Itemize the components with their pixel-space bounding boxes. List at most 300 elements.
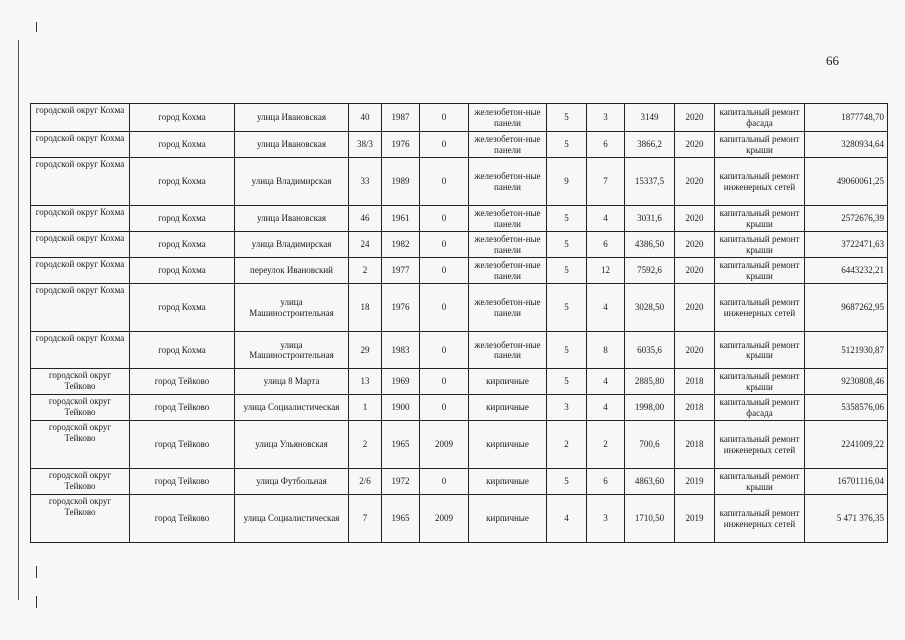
year-built-text: 1987 (391, 112, 410, 123)
area-cell (625, 332, 675, 369)
cost-cell (805, 332, 888, 369)
table-row (31, 132, 888, 158)
year-renov-text: 0 (441, 476, 447, 487)
year-built-cell (382, 206, 420, 232)
cost-text: 1877748,70 (841, 112, 884, 123)
city-cell (130, 158, 235, 206)
entrances-cell (587, 158, 625, 206)
cost-cell (805, 158, 888, 206)
entrances-cell (587, 232, 625, 258)
district-text: городской округ Кохма (35, 333, 125, 343)
year-renovation-cell (420, 495, 469, 543)
work-text: капитальный ремонт инженерных сетей (719, 508, 800, 529)
street-cell (235, 369, 349, 395)
street-text: улица 8 Марта (263, 376, 320, 387)
work-type-cell (715, 132, 805, 158)
year-built-text: 1982 (391, 239, 410, 250)
work-text: капитальный ремонт крыши (719, 208, 800, 229)
floors-text: 4 (564, 513, 569, 524)
year-built-cell (382, 132, 420, 158)
year-built-text: 1961 (391, 213, 410, 224)
street-text: переулок Ивановский (250, 265, 333, 276)
entrances-text: 8 (603, 344, 608, 355)
area-text: 1710,50 (634, 513, 665, 524)
floors-text: 5 (564, 476, 569, 487)
entrances-cell (587, 132, 625, 158)
year-renovation-cell (420, 332, 469, 369)
street-cell (235, 132, 349, 158)
year-renovation-cell (420, 421, 469, 469)
work-type-cell (715, 469, 805, 495)
district-cell (31, 469, 130, 495)
entrances-text: 4 (603, 402, 608, 413)
house-text: 7 (362, 513, 368, 524)
area-cell (625, 495, 675, 543)
year-renovation-cell (420, 158, 469, 206)
area-cell (625, 232, 675, 258)
plan-year-cell (675, 395, 715, 421)
cost-cell (805, 132, 888, 158)
city-text: город Кохма (158, 344, 206, 355)
area-text: 4386,50 (634, 239, 665, 250)
district-text: городской округ Кохма (35, 233, 125, 243)
entrances-cell (587, 395, 625, 421)
city-cell (130, 332, 235, 369)
entrances-text: 6 (603, 139, 608, 150)
table-row (31, 258, 888, 284)
city-cell (130, 395, 235, 421)
plan-year-text: 2020 (685, 139, 704, 150)
street-text: улица Ивановская (257, 112, 326, 123)
table-row (31, 495, 888, 543)
year-built-cell (382, 232, 420, 258)
cost-text: 5358576,06 (841, 402, 884, 413)
house-text: 24 (360, 239, 370, 250)
year-renov-text: 0 (441, 376, 447, 387)
cost-text: 2572676,39 (841, 213, 884, 224)
year-renov-text: 2009 (435, 439, 453, 450)
cost-text: 49060061,25 (836, 176, 884, 187)
area-text: 15337,5 (634, 176, 665, 187)
district-text: городской округ Тейково (48, 470, 112, 491)
house-number-cell (349, 421, 382, 469)
house-number-cell (349, 284, 382, 332)
year-renovation-cell (420, 469, 469, 495)
district-cell (31, 421, 130, 469)
district-cell (31, 258, 130, 284)
city-cell (130, 495, 235, 543)
city-text: город Кохма (158, 239, 206, 250)
plan-year-text: 2018 (685, 439, 704, 450)
work-type-cell (715, 332, 805, 369)
cost-cell (805, 395, 888, 421)
district-text: городской округ Тейково (48, 396, 112, 417)
year-built-cell (382, 369, 420, 395)
street-cell (235, 284, 349, 332)
table-row (31, 206, 888, 232)
wall-material-cell (469, 104, 547, 132)
floors-cell (547, 495, 587, 543)
margin-scan-mark (18, 40, 19, 600)
street-cell (235, 232, 349, 258)
house-number-cell (349, 332, 382, 369)
city-cell (130, 258, 235, 284)
street-text: улица Социалистическая (243, 513, 340, 524)
street-cell (235, 104, 349, 132)
wall-material-cell (469, 495, 547, 543)
city-cell (130, 104, 235, 132)
table-row (31, 469, 888, 495)
floors-text: 9 (564, 176, 569, 187)
cost-cell (805, 104, 888, 132)
plan-year-text: 2020 (685, 112, 704, 123)
work-type-cell (715, 284, 805, 332)
cost-text: 16701116,04 (837, 476, 884, 487)
work-text: капитальный ремонт крыши (719, 234, 800, 255)
cost-text: 5121930,87 (841, 344, 884, 355)
wall-material-cell (469, 206, 547, 232)
cost-text: 3280934,64 (841, 139, 884, 150)
table-row (31, 284, 888, 332)
area-cell (625, 395, 675, 421)
year-built-cell (382, 104, 420, 132)
entrances-text: 3 (603, 112, 608, 123)
area-cell (625, 132, 675, 158)
entrances-cell (587, 206, 625, 232)
year-built-cell (382, 158, 420, 206)
plan-year-text: 2020 (685, 239, 704, 250)
city-text: город Кохма (158, 213, 206, 224)
floors-cell (547, 332, 587, 369)
year-renov-text: 0 (441, 265, 447, 276)
street-text: улица Футбольная (256, 476, 327, 487)
plan-year-text: 2018 (685, 376, 704, 387)
year-renov-text: 0 (441, 239, 447, 250)
district-text: городской округ Кохма (35, 159, 125, 169)
city-text: город Кохма (158, 112, 206, 123)
table-body (31, 104, 888, 543)
entrances-cell (587, 258, 625, 284)
area-cell (625, 284, 675, 332)
house-text: 46 (360, 213, 370, 224)
floors-cell (547, 104, 587, 132)
house-number-cell (349, 469, 382, 495)
walls-text: железобетон-ные панели (474, 134, 541, 155)
work-text: капитальный ремонт крыши (719, 371, 800, 392)
year-renovation-cell (420, 132, 469, 158)
plan-year-text: 2019 (685, 476, 704, 487)
year-built-text: 1965 (391, 513, 410, 524)
cost-text: 6443232,21 (841, 265, 884, 276)
work-type-cell (715, 495, 805, 543)
page-number: 66 (826, 53, 839, 68)
city-text: город Тейково (154, 376, 210, 387)
work-type-cell (715, 206, 805, 232)
entrances-text: 6 (603, 476, 608, 487)
cost-cell (805, 369, 888, 395)
floors-text: 3 (564, 402, 569, 413)
work-type-cell (715, 104, 805, 132)
floors-cell (547, 395, 587, 421)
cost-cell (805, 232, 888, 258)
area-text: 7592,6 (637, 265, 662, 276)
cost-cell (805, 469, 888, 495)
street-text: улица Владимирская (251, 239, 332, 250)
floors-cell (547, 206, 587, 232)
table-row (31, 104, 888, 132)
year-renov-text: 0 (441, 176, 447, 187)
plan-year-cell (675, 206, 715, 232)
work-text: капитальный ремонт крыши (719, 471, 800, 492)
floors-text: 5 (564, 344, 569, 355)
walls-text: железобетон-ные панели (474, 234, 541, 255)
district-text: городской округ Кохма (35, 259, 125, 269)
city-text: город Тейково (154, 476, 210, 487)
year-renov-text: 0 (441, 139, 447, 150)
walls-text: железобетон-ные панели (474, 171, 541, 192)
year-renovation-cell (420, 232, 469, 258)
work-text: капитальный ремонт крыши (719, 339, 800, 360)
year-built-text: 1969 (391, 376, 410, 387)
district-cell (31, 232, 130, 258)
floors-cell (547, 284, 587, 332)
year-built-text: 1976 (391, 302, 410, 313)
work-type-cell (715, 232, 805, 258)
area-text: 3866,2 (637, 139, 662, 150)
house-text: 13 (360, 376, 370, 387)
district-text: городской округ Кохма (35, 133, 125, 143)
area-text: 6035,6 (637, 344, 662, 355)
table-row (31, 395, 888, 421)
wall-material-cell (469, 332, 547, 369)
walls-text: железобетон-ные панели (474, 339, 541, 360)
walls-text: кирпичные (486, 376, 529, 387)
cost-text: 5 471 376,35 (836, 513, 884, 524)
plan-year-text: 2020 (685, 344, 704, 355)
walls-text: кирпичные (486, 439, 529, 450)
year-renov-text: 0 (441, 302, 447, 313)
area-text: 700,6 (639, 439, 660, 450)
house-number-cell (349, 395, 382, 421)
area-text: 4863,60 (634, 476, 665, 487)
city-cell (130, 469, 235, 495)
entrances-cell (587, 495, 625, 543)
floors-cell (547, 469, 587, 495)
city-text: город Тейково (154, 439, 210, 450)
cost-cell (805, 206, 888, 232)
floors-text: 5 (564, 376, 569, 387)
plan-year-cell (675, 332, 715, 369)
table-row (31, 158, 888, 206)
year-built-cell (382, 258, 420, 284)
year-built-text: 1989 (391, 176, 410, 187)
district-cell (31, 206, 130, 232)
wall-material-cell (469, 395, 547, 421)
work-type-cell (715, 369, 805, 395)
street-cell (235, 332, 349, 369)
year-renov-text: 2009 (435, 513, 453, 524)
wall-material-cell (469, 258, 547, 284)
cost-cell (805, 284, 888, 332)
street-text: улица Машиностроительная (249, 297, 334, 318)
district-text: городской округ Кохма (35, 285, 125, 295)
district-cell (31, 395, 130, 421)
floors-text: 5 (564, 302, 569, 313)
year-renovation-cell (420, 258, 469, 284)
housing-repair-table (30, 103, 888, 543)
walls-text: железобетон-ные панели (474, 260, 541, 281)
plan-year-text: 2019 (685, 513, 704, 524)
year-renov-text: 0 (441, 402, 447, 413)
house-text: 1 (362, 402, 368, 413)
street-cell (235, 395, 349, 421)
floors-text: 2 (564, 439, 569, 450)
year-built-text: 1965 (391, 439, 410, 450)
plan-year-text: 2020 (685, 302, 704, 313)
work-text: капитальный ремонт фасада (719, 397, 800, 418)
city-cell (130, 369, 235, 395)
walls-text: кирпичные (486, 513, 529, 524)
work-text: капитальный ремонт фасада (719, 107, 800, 128)
plan-year-cell (675, 158, 715, 206)
house-number-cell (349, 158, 382, 206)
district-cell (31, 158, 130, 206)
wall-material-cell (469, 369, 547, 395)
floors-text: 5 (564, 239, 569, 250)
entrances-text: 7 (603, 176, 608, 187)
entrances-text: 4 (603, 213, 608, 224)
entrances-cell (587, 332, 625, 369)
cost-text: 9230808,46 (841, 376, 884, 387)
street-cell (235, 206, 349, 232)
floors-text: 5 (564, 213, 569, 224)
table-row (31, 332, 888, 369)
house-text: 2 (362, 439, 368, 450)
house-number-cell (349, 132, 382, 158)
table-row (31, 421, 888, 469)
work-text: капитальный ремонт инженерных сетей (719, 434, 800, 455)
year-renov-text: 0 (441, 344, 447, 355)
plan-year-cell (675, 104, 715, 132)
plan-year-cell (675, 469, 715, 495)
house-number-cell (349, 232, 382, 258)
cost-cell (805, 258, 888, 284)
district-cell (31, 369, 130, 395)
house-number-cell (349, 495, 382, 543)
plan-year-cell (675, 421, 715, 469)
district-text: городской округ Кохма (35, 105, 125, 115)
plan-year-text: 2020 (685, 213, 704, 224)
district-cell (31, 332, 130, 369)
house-text: 38/3 (356, 139, 373, 150)
year-renovation-cell (420, 104, 469, 132)
wall-material-cell (469, 284, 547, 332)
year-built-cell (382, 395, 420, 421)
district-cell (31, 495, 130, 543)
city-cell (130, 232, 235, 258)
city-text: город Кохма (158, 302, 206, 313)
city-text: город Кохма (158, 176, 206, 187)
year-built-text: 1976 (391, 139, 410, 150)
district-cell (31, 132, 130, 158)
area-cell (625, 469, 675, 495)
entrances-cell (587, 369, 625, 395)
wall-material-cell (469, 132, 547, 158)
cost-cell (805, 495, 888, 543)
floors-text: 5 (564, 265, 569, 276)
house-text: 40 (360, 112, 370, 123)
plan-year-cell (675, 258, 715, 284)
city-text: город Кохма (158, 139, 206, 150)
year-built-text: 1983 (391, 344, 410, 355)
plan-year-cell (675, 284, 715, 332)
work-type-cell (715, 395, 805, 421)
floors-cell (547, 369, 587, 395)
plan-year-cell (675, 369, 715, 395)
street-cell (235, 158, 349, 206)
year-built-text: 1977 (391, 265, 410, 276)
cost-text: 2241009,22 (841, 439, 884, 450)
house-text: 33 (360, 176, 370, 187)
walls-text: железобетон-ные панели (474, 208, 541, 229)
entrances-text: 12 (601, 265, 610, 276)
year-renovation-cell (420, 369, 469, 395)
entrances-cell (587, 284, 625, 332)
work-type-cell (715, 158, 805, 206)
cost-text: 3722471,63 (841, 239, 884, 250)
work-type-cell (715, 258, 805, 284)
area-cell (625, 104, 675, 132)
entrances-cell (587, 469, 625, 495)
wall-material-cell (469, 469, 547, 495)
district-cell (31, 284, 130, 332)
city-text: город Кохма (158, 265, 206, 276)
district-text: городской округ Тейково (48, 496, 112, 517)
walls-text: железобетон-ные панели (474, 107, 541, 128)
street-cell (235, 421, 349, 469)
house-number-cell (349, 369, 382, 395)
year-built-cell (382, 495, 420, 543)
year-renovation-cell (420, 206, 469, 232)
year-renovation-cell (420, 284, 469, 332)
street-text: улица Ивановская (257, 139, 326, 150)
year-renovation-cell (420, 395, 469, 421)
area-cell (625, 206, 675, 232)
city-cell (130, 284, 235, 332)
area-text: 3149 (640, 112, 659, 123)
plan-year-cell (675, 232, 715, 258)
plan-year-text: 2018 (685, 402, 704, 413)
year-built-cell (382, 421, 420, 469)
city-text: город Тейково (154, 402, 210, 413)
margin-scan-mark (36, 596, 37, 608)
table-row (31, 369, 888, 395)
wall-material-cell (469, 421, 547, 469)
area-text: 3028,50 (634, 302, 665, 313)
entrances-cell (587, 104, 625, 132)
margin-scan-mark (36, 566, 37, 578)
floors-cell (547, 158, 587, 206)
entrances-text: 2 (603, 439, 608, 450)
area-text: 2885,80 (634, 376, 665, 387)
year-renov-text: 0 (441, 112, 447, 123)
house-number-cell (349, 104, 382, 132)
year-built-cell (382, 332, 420, 369)
margin-scan-mark (36, 22, 37, 32)
area-cell (625, 158, 675, 206)
house-text: 18 (360, 302, 370, 313)
house-text: 29 (360, 344, 370, 355)
